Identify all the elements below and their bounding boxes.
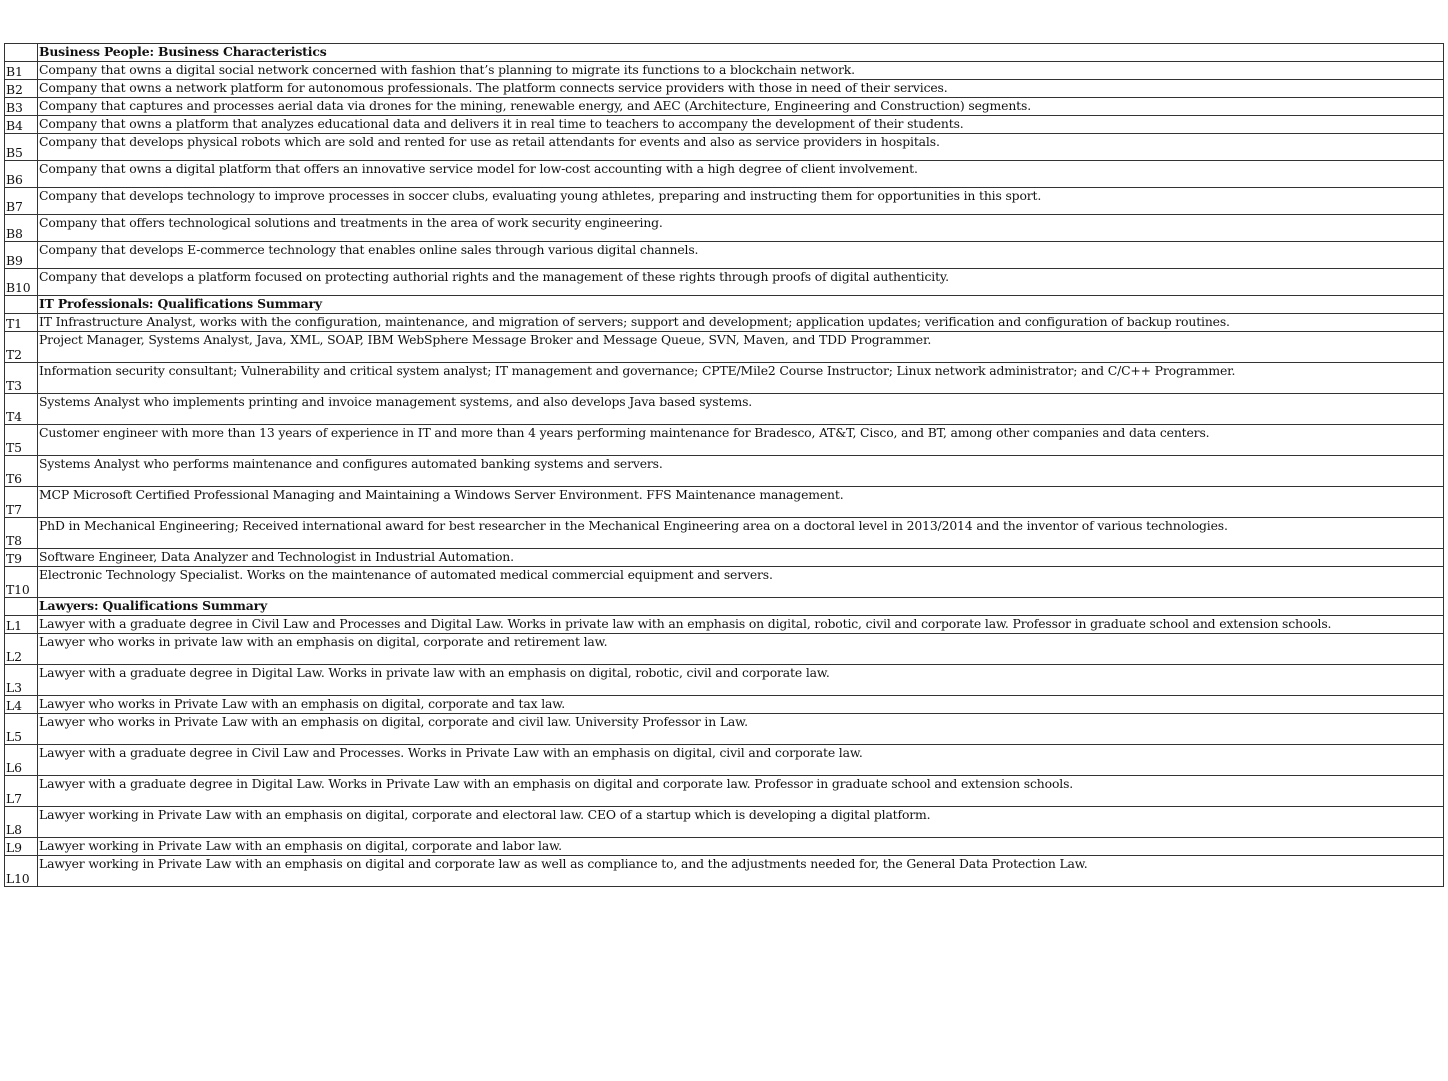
row-description: Company that captures and processes aerial data via drones for the mining, renewable energy, and AEC (Architecture, Engineering and Construction) segments.	[38, 98, 1444, 116]
row-description: Company that owns a digital platform that offers an innovative service model for low-cost accounting with a high degree of client involvement.	[38, 161, 1444, 188]
row-description: Customer engineer with more than 13 years of experience in IT and more than 4 years performing maintenance for Bradesco, AT&T, Cisco, and BT, among other companies and data centers.	[38, 425, 1444, 456]
table-row	[5, 242, 1444, 269]
row-code: T2	[5, 332, 38, 363]
section-title: IT Professionals: Qualifications Summary	[38, 296, 1444, 314]
section-title: Lawyers: Qualifications Summary	[38, 598, 1444, 616]
table-row	[5, 116, 1444, 134]
table-row	[5, 394, 1444, 425]
row-code: T6	[5, 456, 38, 487]
row-description: Lawyer with a graduate degree in Civil Law and Processes and Digital Law. Works in private law with an emphasis on digital, robotic, civil and corporate law. Professor in graduate school and extension schools.	[38, 616, 1444, 634]
row-description: Company that develops physical robots which are sold and rented for use as retail attendants for events and also as service providers in hospitals.	[38, 134, 1444, 161]
row-code: T5	[5, 425, 38, 456]
row-description: Company that develops technology to improve processes in soccer clubs, evaluating young athletes, preparing and instructing them for opportunities in this sport.	[38, 188, 1444, 215]
row-description: Information security consultant; Vulnerability and critical system analyst; IT management and governance; CPTE/Mile2 Course Instructor; Linux network administrator; and C/C++ Programmer.	[38, 363, 1444, 394]
row-code: B2	[5, 80, 38, 98]
table-row	[5, 269, 1444, 296]
row-description: Lawyer with a graduate degree in Digital Law. Works in Private Law with an emphasis on digital and corporate law. Professor in graduate school and extension schools.	[38, 776, 1444, 807]
table-row	[5, 856, 1444, 887]
row-code: L8	[5, 807, 38, 838]
row-description: Software Engineer, Data Analyzer and Technologist in Industrial Automation.	[38, 549, 1444, 567]
row-code: L4	[5, 696, 38, 714]
row-description: Systems Analyst who performs maintenance and configures automated banking systems and servers.	[38, 456, 1444, 487]
row-code: B10	[5, 269, 38, 296]
row-code: T1	[5, 314, 38, 332]
row-code: B1	[5, 62, 38, 80]
row-code: T8	[5, 518, 38, 549]
table-row	[5, 332, 1444, 363]
table-row	[5, 314, 1444, 332]
section-title: Business People: Business Characteristics	[38, 44, 1444, 62]
row-description: IT Infrastructure Analyst, works with the configuration, maintenance, and migration of servers; support and development; application updates; verification and configuration of backup routines.	[38, 314, 1444, 332]
row-description: Company that owns a digital social network concerned with fashion that’s planning to migrate its functions to a blockchain network.	[38, 62, 1444, 80]
row-description: Company that owns a network platform for autonomous professionals. The platform connects service providers with those in need of their services.	[38, 80, 1444, 98]
section-code-cell	[5, 598, 38, 616]
table-row	[5, 487, 1444, 518]
row-description: Company that develops a platform focused on protecting authorial rights and the management of these rights through proofs of digital authenticity.	[38, 269, 1444, 296]
row-description: PhD in Mechanical Engineering; Received international award for best researcher in the Mechanical Engineering area on a doctoral level in 2013/2014 and the inventor of various technologies.	[38, 518, 1444, 549]
row-description: Electronic Technology Specialist. Works on the maintenance of automated medical commercial equipment and servers.	[38, 567, 1444, 598]
row-description: MCP Microsoft Certified Professional Managing and Maintaining a Windows Server Environment. FFS Maintenance management.	[38, 487, 1444, 518]
section-code-cell	[5, 296, 38, 314]
row-description: Company that offers technological solutions and treatments in the area of work security engineering.	[38, 215, 1444, 242]
table-row	[5, 518, 1444, 549]
table-row	[5, 425, 1444, 456]
row-code: L6	[5, 745, 38, 776]
table-row	[5, 807, 1444, 838]
row-description: Lawyer who works in Private Law with an emphasis on digital, corporate and civil law. University Professor in Law.	[38, 714, 1444, 745]
table-row	[5, 714, 1444, 745]
table-row	[5, 80, 1444, 98]
table-row	[5, 665, 1444, 696]
table-row	[5, 161, 1444, 188]
table-row	[5, 215, 1444, 242]
row-code: T3	[5, 363, 38, 394]
table-row	[5, 616, 1444, 634]
row-code: B4	[5, 116, 38, 134]
row-description: Company that owns a platform that analyzes educational data and delivers it in real time to teachers to accompany the development of their students.	[38, 116, 1444, 134]
table-row	[5, 838, 1444, 856]
row-code: L7	[5, 776, 38, 807]
table-row	[5, 634, 1444, 665]
row-description: Company that develops E-commerce technology that enables online sales through various digital channels.	[38, 242, 1444, 269]
section-code-cell	[5, 44, 38, 62]
table-row	[5, 696, 1444, 714]
row-code: T7	[5, 487, 38, 518]
participants-table	[4, 43, 1444, 887]
row-description: Lawyer who works in Private Law with an emphasis on digital, corporate and tax law.	[38, 696, 1444, 714]
table-row	[5, 98, 1444, 116]
table-row	[5, 134, 1444, 161]
section-header-row	[5, 296, 1444, 314]
row-code: L2	[5, 634, 38, 665]
row-description: Lawyer working in Private Law with an emphasis on digital, corporate and labor law.	[38, 838, 1444, 856]
row-code: T4	[5, 394, 38, 425]
row-code: B8	[5, 215, 38, 242]
row-code: L3	[5, 665, 38, 696]
row-code: B7	[5, 188, 38, 215]
row-description: Systems Analyst who implements printing and invoice management systems, and also develops Java based systems.	[38, 394, 1444, 425]
table-row	[5, 62, 1444, 80]
row-code: B9	[5, 242, 38, 269]
row-description: Lawyer who works in private law with an emphasis on digital, corporate and retirement law.	[38, 634, 1444, 665]
section-header-row	[5, 598, 1444, 616]
table-row	[5, 567, 1444, 598]
row-description: Project Manager, Systems Analyst, Java, XML, SOAP, IBM WebSphere Message Broker and Message Queue, SVN, Maven, and TDD Programmer.	[38, 332, 1444, 363]
table-row	[5, 188, 1444, 215]
row-code: B6	[5, 161, 38, 188]
row-description: Lawyer with a graduate degree in Civil Law and Processes. Works in Private Law with an emphasis on digital, civil and corporate law.	[38, 745, 1444, 776]
table-row	[5, 456, 1444, 487]
row-code: L5	[5, 714, 38, 745]
table-row	[5, 549, 1444, 567]
row-code: L9	[5, 838, 38, 856]
row-code: B3	[5, 98, 38, 116]
row-description: Lawyer with a graduate degree in Digital Law. Works in private law with an emphasis on digital, robotic, civil and corporate law.	[38, 665, 1444, 696]
row-code: B5	[5, 134, 38, 161]
table-row	[5, 745, 1444, 776]
row-description: Lawyer working in Private Law with an emphasis on digital, corporate and electoral law. CEO of a startup which is developing a digital platform.	[38, 807, 1444, 838]
row-code: T10	[5, 567, 38, 598]
table-row	[5, 363, 1444, 394]
row-code: L10	[5, 856, 38, 887]
section-header-row	[5, 44, 1444, 62]
table-row	[5, 776, 1444, 807]
row-code: T9	[5, 549, 38, 567]
row-code: L1	[5, 616, 38, 634]
row-description: Lawyer working in Private Law with an emphasis on digital and corporate law as well as compliance to, and the adjustments needed for, the General Data Protection Law.	[38, 856, 1444, 887]
